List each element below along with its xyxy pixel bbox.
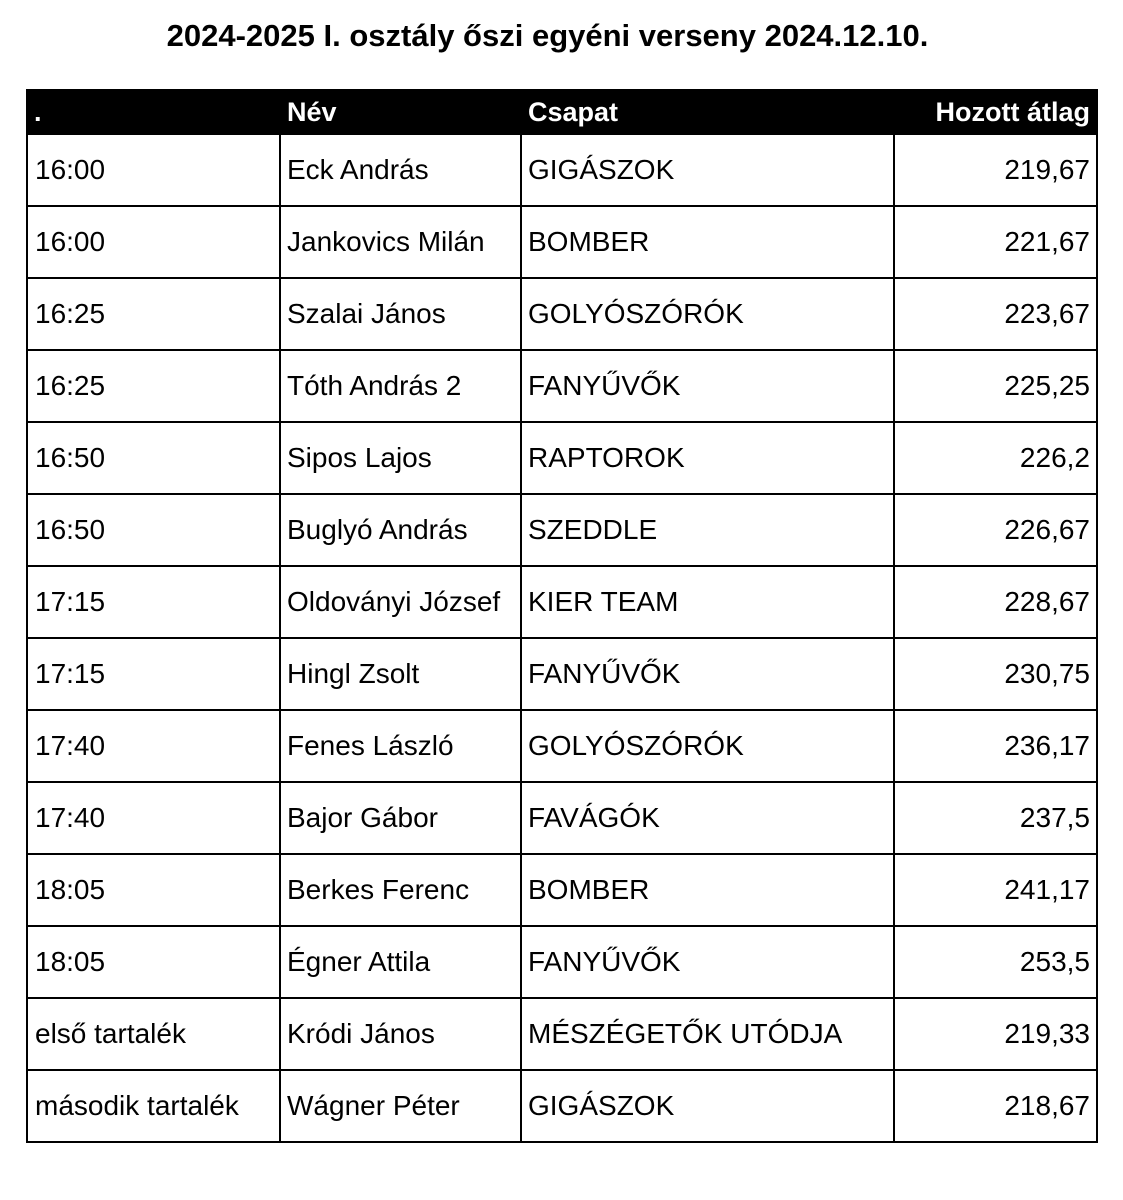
cell-average: 219,67 — [894, 134, 1097, 206]
cell-team: BOMBER — [521, 854, 894, 926]
table-row — [27, 350, 1097, 422]
competition-table — [26, 89, 1098, 1143]
cell-team: KIER TEAM — [521, 566, 894, 638]
cell-team: FANYŰVŐK — [521, 926, 894, 998]
cell-average: 230,75 — [894, 638, 1097, 710]
cell-time: 17:40 — [27, 710, 280, 782]
table-row — [27, 638, 1097, 710]
cell-average: 218,67 — [894, 1070, 1097, 1142]
table-row — [27, 566, 1097, 638]
header-average: Hozott átlag — [894, 90, 1097, 134]
cell-time: második tartalék — [27, 1070, 280, 1142]
cell-team: FANYŰVŐK — [521, 350, 894, 422]
header-row — [27, 90, 1097, 134]
cell-average: 228,67 — [894, 566, 1097, 638]
cell-name: Tóth András 2 — [280, 350, 521, 422]
cell-time: 16:50 — [27, 494, 280, 566]
table-row — [27, 278, 1097, 350]
cell-name: Wágner Péter — [280, 1070, 521, 1142]
table-row — [27, 206, 1097, 278]
cell-team: GOLYÓSZÓRÓK — [521, 278, 894, 350]
cell-time: első tartalék — [27, 998, 280, 1070]
cell-average: 223,67 — [894, 278, 1097, 350]
cell-time: 17:15 — [27, 566, 280, 638]
table-row — [27, 494, 1097, 566]
cell-name: Jankovics Milán — [280, 206, 521, 278]
cell-average: 225,25 — [894, 350, 1097, 422]
table-row — [27, 782, 1097, 854]
cell-time: 16:25 — [27, 350, 280, 422]
cell-time: 16:50 — [27, 422, 280, 494]
table-row — [27, 1070, 1097, 1142]
cell-time: 16:00 — [27, 206, 280, 278]
cell-time: 16:00 — [27, 134, 280, 206]
cell-name: Buglyó András — [280, 494, 521, 566]
table-body — [27, 134, 1097, 1142]
cell-time: 17:15 — [27, 638, 280, 710]
cell-average: 253,5 — [894, 926, 1097, 998]
cell-average: 226,2 — [894, 422, 1097, 494]
cell-average: 219,33 — [894, 998, 1097, 1070]
cell-name: Szalai János — [280, 278, 521, 350]
cell-team: FAVÁGÓK — [521, 782, 894, 854]
cell-time: 18:05 — [27, 926, 280, 998]
header-time: . — [27, 90, 280, 134]
cell-name: Sipos Lajos — [280, 422, 521, 494]
cell-name: Eck András — [280, 134, 521, 206]
table-row — [27, 926, 1097, 998]
table-row — [27, 710, 1097, 782]
cell-team: FANYŰVŐK — [521, 638, 894, 710]
header-name: Név — [280, 90, 521, 134]
table-header — [27, 90, 1097, 134]
page-title: 2024-2025 I. osztály őszi egyéni verseny 2024.12.10. — [166, 18, 929, 53]
table-row — [27, 998, 1097, 1070]
cell-team: MÉSZÉGETŐK UTÓDJA — [521, 998, 894, 1070]
cell-time: 17:40 — [27, 782, 280, 854]
cell-average: 221,67 — [894, 206, 1097, 278]
cell-team: RAPTOROK — [521, 422, 894, 494]
cell-time: 18:05 — [27, 854, 280, 926]
cell-name: Berkes Ferenc — [280, 854, 521, 926]
cell-name: Fenes László — [280, 710, 521, 782]
cell-average: 241,17 — [894, 854, 1097, 926]
cell-average: 236,17 — [894, 710, 1097, 782]
table-row — [27, 422, 1097, 494]
cell-average: 226,67 — [894, 494, 1097, 566]
header-team: Csapat — [521, 90, 894, 134]
cell-name: Bajor Gábor — [280, 782, 521, 854]
cell-team: GIGÁSZOK — [521, 1070, 894, 1142]
cell-name: Kródi János — [280, 998, 521, 1070]
table-row — [27, 134, 1097, 206]
cell-team: GIGÁSZOK — [521, 134, 894, 206]
cell-name: Hingl Zsolt — [280, 638, 521, 710]
cell-team: SZEDDLE — [521, 494, 894, 566]
cell-time: 16:25 — [27, 278, 280, 350]
table-row — [27, 854, 1097, 926]
cell-team: GOLYÓSZÓRÓK — [521, 710, 894, 782]
cell-name: Égner Attila — [280, 926, 521, 998]
cell-team: BOMBER — [521, 206, 894, 278]
cell-average: 237,5 — [894, 782, 1097, 854]
cell-name: Oldoványi József — [280, 566, 521, 638]
